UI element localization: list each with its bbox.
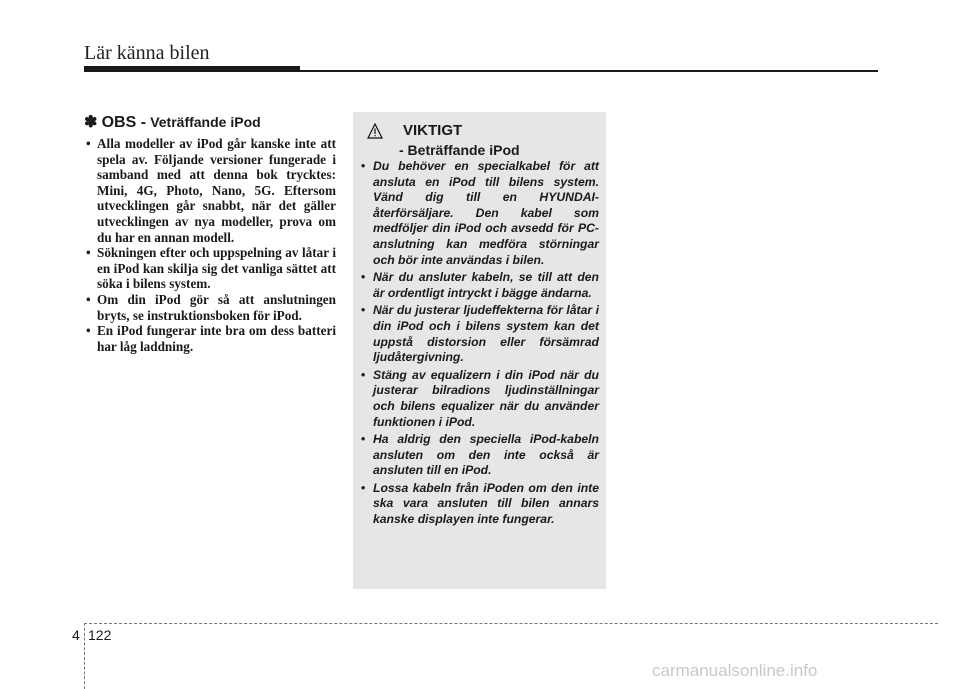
warning-title: VIKTIGT xyxy=(403,122,463,139)
warning-item: • När du ansluter kabeln, se till att den är ordentligt intryckt i bägge ändarna. xyxy=(361,270,599,301)
warning-subtitle: - Beträffande iPod xyxy=(399,142,520,158)
warning-box xyxy=(353,112,606,589)
warning-item: • Ha aldrig den speciella iPod-kabeln ansluten om den inte också är ansluten till en iPod. xyxy=(361,432,599,479)
watermark: carmanualsonline.info xyxy=(652,661,818,680)
warning-item: • Stäng av equalizern i din iPod när du justerar bilradions ljudinställningar och bilens equalizer när du använder funktionen i iPod. xyxy=(361,368,599,430)
note-subtitle: Veträffande iPod xyxy=(150,114,261,130)
note-title: OBS - xyxy=(101,114,147,131)
note-list xyxy=(84,136,336,354)
note-section xyxy=(84,112,336,354)
warning-item: • När du justerar ljudeffekterna för låtar i din iPod och i bilens system kan det uppstå distorsion eller försämrad ljudåtergivning. xyxy=(361,303,599,365)
note-item: • Alla modeller av iPod går kanske inte att spela av. Följande versioner fungerade i samband med att denna bok trycktes: Mini, 4G, Photo, Nano, 5G. Eftersom utvecklingen går snabbt, när det gäller utvecklingen av nya modeller, prova om du har en annan modell. xyxy=(84,136,336,245)
footer-divider xyxy=(84,623,85,689)
note-item: • En iPod fungerar inte bra om dess batteri har låg laddning. xyxy=(84,323,336,354)
footer-rule xyxy=(84,623,938,624)
chapter-number: 4 xyxy=(72,627,80,643)
note-heading xyxy=(84,112,336,132)
warning-list xyxy=(361,159,599,530)
note-item: • Sökningen efter och uppspelning av låtar i en iPod kan skilja sig det vanliga sättet att söka i bilens system. xyxy=(84,245,336,292)
warning-item: • Lossa kabeln från iPoden om den inte ska vara ansluten till bilen annars kanske displayen inte fungerar. xyxy=(361,481,599,528)
page-number: 122 xyxy=(88,627,112,643)
asterisk-icon: ✽ xyxy=(84,114,98,131)
warning-triangle-icon xyxy=(367,123,383,139)
warning-item: • Du behöver en specialkabel för att ansluta en iPod till bilens system. Vänd dig till en HYUNDAI-återförsäljare. Den kabel som medföljer din iPod och avsedd för PC-anslutning kan medföra störningar och bör inte användas i bilen. xyxy=(361,159,599,268)
header-bar xyxy=(84,66,300,72)
note-item: • Om din iPod gör så att anslutningen bryts, se instruktionsboken för iPod. xyxy=(84,292,336,323)
header-rule xyxy=(300,70,878,72)
header-title: Lär känna bilen xyxy=(84,42,210,64)
